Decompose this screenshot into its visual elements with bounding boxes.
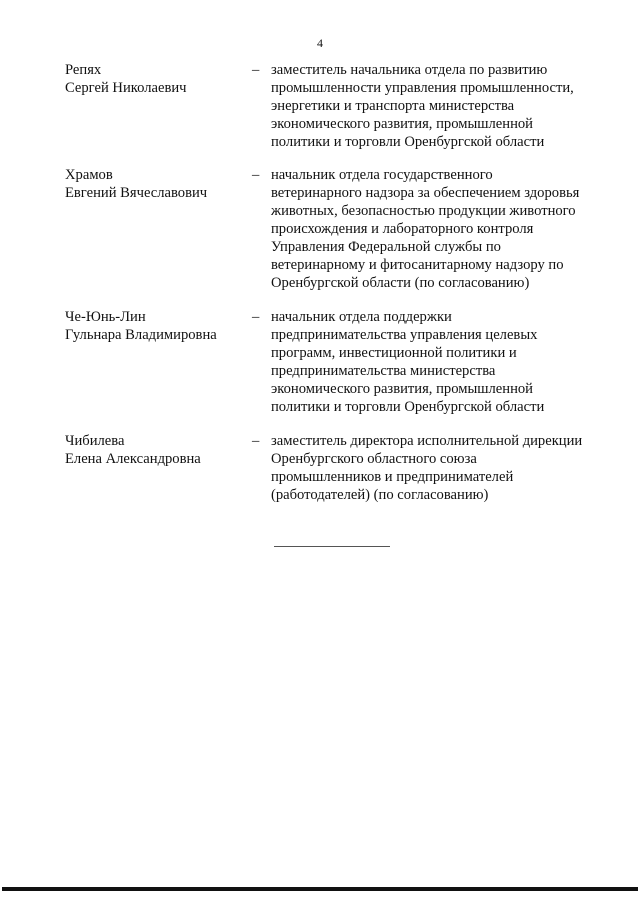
role-line: промышленников и предпринимателей bbox=[271, 469, 514, 485]
separator-dash: – bbox=[252, 62, 260, 78]
role-line: экономического развития, промышленной bbox=[271, 116, 533, 132]
member-surname: Репях bbox=[65, 62, 102, 78]
role-line: Управления Федеральной службы по bbox=[271, 239, 501, 255]
member-given-names: Сергей Николаевич bbox=[65, 80, 187, 96]
member-surname: Чибилева bbox=[65, 433, 125, 449]
role-line: происхождения и лабораторного контроля bbox=[271, 221, 534, 237]
role-line: Оренбургского областного союза bbox=[271, 451, 477, 467]
separator-dash: – bbox=[252, 167, 260, 183]
member-role bbox=[271, 61, 601, 151]
member-name bbox=[65, 308, 255, 344]
role-line: промышленности управления промышленности, bbox=[271, 80, 574, 96]
member-role bbox=[271, 308, 601, 416]
member-role bbox=[271, 432, 601, 504]
role-line: политики и торговли Оренбургской области bbox=[271, 134, 545, 150]
role-line: начальник отдела поддержки bbox=[271, 309, 452, 325]
role-line: Оренбургской области (по согласованию) bbox=[271, 275, 530, 291]
role-line: программ, инвестиционной политики и bbox=[271, 345, 517, 361]
member-name bbox=[65, 166, 255, 202]
member-name bbox=[65, 432, 255, 468]
separator-dash: – bbox=[252, 433, 260, 449]
role-line: заместитель директора исполнительной дирекции bbox=[271, 433, 583, 449]
role-line: политики и торговли Оренбургской области bbox=[271, 399, 545, 415]
role-line: энергетики и транспорта министерства bbox=[271, 98, 515, 114]
role-line: ветеринарному и фитосанитарному надзору по bbox=[271, 257, 564, 273]
role-line: ветеринарного надзора за обеспечением здоровья bbox=[271, 185, 580, 201]
scan-bottom-edge-bar bbox=[2, 887, 638, 891]
separator-dash: – bbox=[252, 309, 260, 325]
member-role bbox=[271, 166, 601, 292]
role-line: предпринимательства управления целевых bbox=[271, 327, 538, 343]
member-name bbox=[65, 61, 255, 97]
role-line: экономического развития, промышленной bbox=[271, 381, 533, 397]
role-line: (работодателей) (по согласованию) bbox=[271, 487, 489, 503]
page-number: 4 bbox=[317, 36, 323, 50]
role-line: начальник отдела государственного bbox=[271, 167, 493, 183]
member-given-names: Гульнара Владимировна bbox=[65, 327, 217, 343]
role-line: заместитель начальника отдела по развитию bbox=[271, 62, 548, 78]
role-line: животных, безопасностью продукции животного bbox=[271, 203, 576, 219]
member-surname: Храмов bbox=[65, 167, 113, 183]
member-surname: Че-Юнь-Лин bbox=[65, 309, 146, 325]
role-line: предпринимательства министерства bbox=[271, 363, 496, 379]
end-of-list-rule bbox=[274, 546, 390, 547]
member-given-names: Евгений Вячеславович bbox=[65, 185, 208, 201]
member-given-names: Елена Александровна bbox=[65, 451, 201, 467]
